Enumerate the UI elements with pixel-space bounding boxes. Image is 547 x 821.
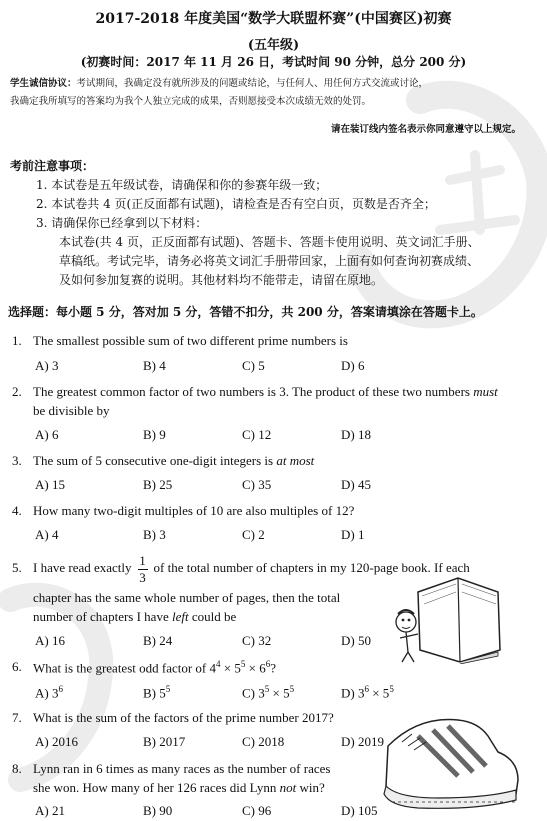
question-text: What is the sum of the factors of the prime number 2017? <box>33 710 334 725</box>
notice-item-3-detail-1: 本试卷(共 4 页，正反面都有试题)、答题卡、答题卡使用说明、英文词汇手册、 <box>59 235 480 249</box>
sign-note: 请在装订线内签名表示你同意遵守以上规定。 <box>330 124 521 135</box>
notice-item-2: 2. 本试卷共 4 页(正反面都有试题)，请检查是否有空白页，页数是否齐全； <box>36 197 436 211</box>
question-text: The greatest common factor of two numbers is 3. The product of these two numbers must <box>33 384 498 399</box>
option-c: C) 5 <box>242 358 265 373</box>
notice-item-1: 1. 本试卷是五年级试卷，请确保和你的参赛年级一致； <box>36 178 328 192</box>
option-c: C) 2 <box>242 527 265 542</box>
option-b: B) 90 <box>143 803 173 818</box>
question-text-cont: be divisible by <box>33 403 110 418</box>
question-number: 6. <box>12 659 22 674</box>
question-text-cont-2: number of chapters I have left could be <box>33 609 237 624</box>
option-b: B) 25 <box>143 477 173 492</box>
option-d: D) 45 <box>341 477 371 492</box>
option-a: A) 3 <box>35 358 59 373</box>
question-number: 8. <box>12 761 22 776</box>
notice-item-3-detail-2: 草稿纸。考试完毕，请务必将英文词汇手册带回家，上面有如何查询初赛成绩、 <box>59 254 480 268</box>
option-a: A) 2016 <box>35 734 78 749</box>
question-number: 2. <box>12 384 22 399</box>
page-title: 2017-2018 年度美国“数学大联盟杯赛”(中国赛区)初赛 <box>95 11 452 27</box>
question-number: 5. <box>12 560 22 575</box>
sneaker-illustration <box>378 706 528 818</box>
question-text: Lynn ran in 6 times as many races as the number of races <box>33 761 331 776</box>
question-text: I have read exactly $\frac{1}{3}$ of the total number of chapters in my 120-page book. If each <box>33 552 470 585</box>
book-reader-illustration <box>388 572 516 664</box>
pledge-line-2: 我确定我所填写的答案均为我个人独立完成的成果，否则愿接受本次成绩无效的处罚。 <box>10 96 372 107</box>
option-a: A) 15 <box>35 477 65 492</box>
grade-label: (五年级) <box>247 38 300 53</box>
option-a: A) 6 <box>35 427 59 442</box>
option-a: A) $3^6$ <box>35 684 63 701</box>
option-b: B) 3 <box>143 527 166 542</box>
question-text: What is the greatest odd factor of $4^4 \times 5^5 \times 6^6$? <box>33 659 276 676</box>
exam-info: (初赛时间：2017 年 11 月 26 日，考试时间 90 分钟，总分 200 分) <box>80 55 467 69</box>
option-d: D) $3^6 \times 5^5$ <box>341 684 394 701</box>
option-d: D) 50 <box>341 633 371 648</box>
question-text-cont: she won. How many of her 126 races did Lynn not win? <box>33 780 325 795</box>
option-d: D) 105 <box>341 803 378 818</box>
notice-item-3-detail-3: 及如何参加复赛的说明。其他材料均不能带走，请留在原地。 <box>59 273 384 287</box>
notice-title: 考前注意事项： <box>10 159 95 173</box>
question-text: The sum of 5 consecutive one-digit integers is at most <box>33 453 315 468</box>
question-text: How many two-digit multiples of 10 are also multiples of 12? <box>33 503 355 518</box>
option-d: D) 2019 <box>341 734 384 749</box>
option-d: D) 6 <box>341 358 365 373</box>
question-number: 3. <box>12 453 22 468</box>
pledge-line-1 <box>10 75 540 92</box>
option-a: A) 4 <box>35 527 59 542</box>
option-b: B) 24 <box>143 633 173 648</box>
question-text: The smallest possible sum of two different prime numbers is <box>33 333 348 348</box>
option-d: D) 1 <box>341 527 365 542</box>
question-number: 4. <box>12 503 22 518</box>
option-d: D) 18 <box>341 427 371 442</box>
option-c: C) 2018 <box>242 734 285 749</box>
option-c: C) 35 <box>242 477 272 492</box>
option-b: B) 9 <box>143 427 166 442</box>
question-number: 1. <box>12 333 22 348</box>
option-a: A) 16 <box>35 633 65 648</box>
option-c: C) $3^5 \times 5^5$ <box>242 684 295 701</box>
option-b: B) 4 <box>143 358 166 373</box>
option-c: C) 96 <box>242 803 272 818</box>
question-number: 7. <box>12 710 22 725</box>
pledge-label: 学生诚信协议： <box>10 78 77 89</box>
notice-item-3: 3. 请确保你已经拿到以下材料： <box>36 216 208 230</box>
option-b: B) $5^5$ <box>143 684 171 701</box>
pledge-text-1: 考试期间，我确定没有就所涉及的问题或结论，与任何人、用任何方式交流或讨论， <box>76 78 429 89</box>
option-b: B) 2017 <box>143 734 186 749</box>
question-text-cont: chapter has the same whole number of pages, then the total <box>33 590 341 605</box>
section-header: 选择题：每小题 5 分，答对加 5 分，答错不扣分，共 200 分，答案请填涂在答题卡上。 <box>8 305 483 319</box>
option-c: C) 32 <box>242 633 272 648</box>
option-c: C) 12 <box>242 427 272 442</box>
option-a: A) 21 <box>35 803 65 818</box>
fraction-one-third: $\frac{1}{3}$ <box>139 552 146 585</box>
